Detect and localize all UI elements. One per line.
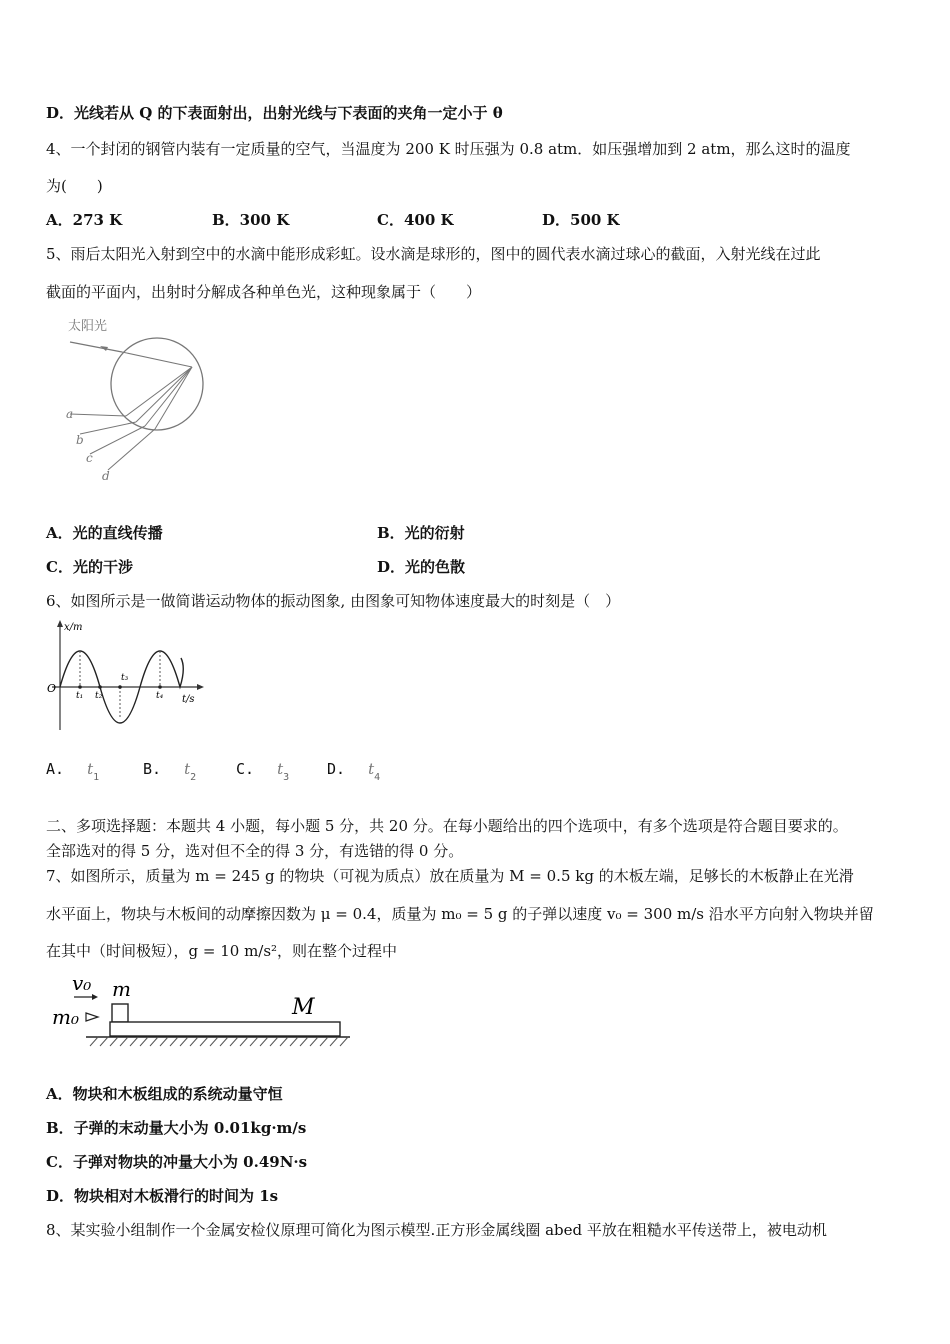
graph-t3: t₃: [121, 673, 129, 683]
fig-board: [110, 1022, 340, 1036]
q5-stem-line1: 5、雨后太阳光入射到空中的水滴中能形成彩虹。设水滴是球形的，图中的圆代表水滴过球心的截面，入射光线在过此: [46, 245, 821, 263]
q6-option-a: A. $t_1$: [46, 760, 100, 783]
q7-stem-line3: 在其中（时间极短），g = 10 m/s²，则在整个过程中: [46, 942, 398, 960]
incident-ray: [70, 342, 122, 352]
q6-option-d: D. $t_4$: [327, 760, 381, 783]
q5-option-d: D．光的色散: [377, 558, 466, 576]
fig-M: M: [292, 995, 315, 1020]
q6-stem: 6、如图所示是一做简谐运动物体的振动图象, 由图象可知物体速度最大的时刻是（ ）: [46, 592, 621, 610]
raindrop-figure: [60, 312, 220, 487]
q5-option-a: A．光的直线传播: [46, 524, 163, 542]
q4-option-d: D．500 K: [542, 211, 620, 229]
oscillation-graph: [44, 618, 204, 733]
graph-t1: t₁: [76, 691, 84, 701]
q4-stem-line1: 4、一个封闭的钢管内装有一定质量的空气，当温度为 200 K 时压强为 0.8 atm．如压强增加到 2 atm，那么这时的温度: [46, 140, 851, 158]
graph-y-arrow: [57, 620, 63, 627]
q3-option-d: D．光线若从 Q 的下表面射出，出射光线与下表面的夹角一定小于 θ: [46, 104, 503, 122]
graph-x-arrow: [197, 684, 204, 690]
q4-stem-line2: 为( ): [46, 177, 103, 195]
refracted-ray: [122, 352, 192, 367]
ray-label-b: b: [76, 433, 84, 447]
q7-stem-line2: 水平面上，物块与木板间的动摩擦因数为 μ = 0.4，质量为 m₀ = 5 g 的子弹以速度 v₀ = 300 m/s 沿水平方向射入物块并留: [46, 905, 874, 923]
q8-stem-line1: 8、某实验小组制作一个金属安检仪原理可简化为图示模型.正方形金属线圈 abed 平放在粗糙水平传送带上，被电动机: [46, 1221, 827, 1239]
q5-stem-line2: 截面的平面内，出射时分解成各种单色光，这种现象属于（ ）: [46, 283, 482, 301]
ray-label-d: d: [102, 469, 110, 483]
q7-option-c: C．子弹对物块的冲量大小为 0.49N·s: [46, 1153, 308, 1171]
graph-t4: t₄: [156, 691, 164, 701]
fig-bullet: [86, 1013, 98, 1021]
section2-heading-line2: 全部选对的得 5 分，选对但不全的得 3 分，有选错的得 0 分。: [46, 842, 464, 860]
fig-block: [112, 1004, 128, 1022]
q5-option-c: C．光的干涉: [46, 558, 133, 576]
graph-origin: O: [47, 682, 57, 695]
graph-y-label: x/m: [64, 622, 83, 633]
bullet-block-figure: [46, 970, 352, 1056]
q7-option-a: A．物块和木板组成的系统动量守恒: [46, 1085, 283, 1103]
ray-label-c: c: [86, 451, 93, 465]
fig-m: m: [112, 977, 131, 1001]
q4-option-b: B．300 K: [212, 211, 290, 229]
q6-option-b: B. $t_2$: [143, 760, 197, 783]
q6-option-c: C. $t_3$: [236, 760, 290, 783]
q7-option-b: B．子弹的末动量大小为 0.01kg·m/s: [46, 1119, 307, 1137]
q4-option-a: A．273 K: [46, 211, 123, 229]
q7-option-d: D．物块相对木板滑行的时间为 1s: [46, 1187, 279, 1205]
q5-option-b: B．光的衍射: [377, 524, 465, 542]
q4-option-c: C．400 K: [377, 211, 454, 229]
graph-t2: t₂: [95, 691, 103, 701]
section2-heading-line1: 二、多项选择题：本题共 4 小题，每小题 5 分，共 20 分。在每小题给出的四个选项中，有多个选项是符合题目要求的。: [46, 817, 848, 835]
fig-m0: m₀: [52, 1005, 79, 1029]
q7-stem-line1: 7、如图所示，质量为 m = 245 g 的物块（可视为质点）放在质量为 M = 0.5 kg 的木板左端，足够长的木板静止在光滑: [46, 867, 854, 885]
ray-label-a: a: [66, 407, 74, 421]
fig-v0: v₀: [72, 971, 92, 995]
raindrop-sun-label: 太阳光: [68, 319, 108, 334]
graph-x-label: t/s: [182, 694, 195, 705]
